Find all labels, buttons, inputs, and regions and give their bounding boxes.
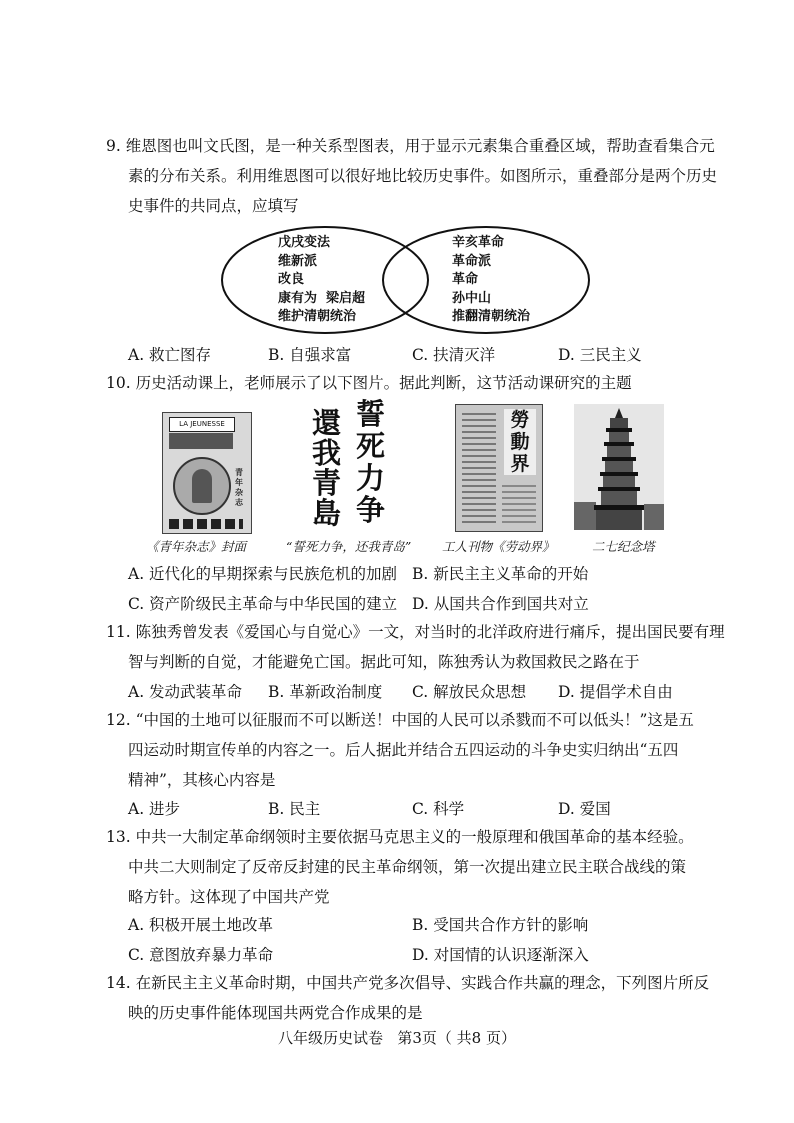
option-c[interactable]: C. 资产阶级民主革命与中华民国的建立 (128, 595, 398, 613)
option-a[interactable]: A. 进步 (128, 800, 181, 818)
question-text-line: 10. 历史活动课上，老师展示了以下图片。据此判断，这节活动课研究的主题 (106, 374, 632, 392)
question-text-line: 9. 维恩图也叫文氏图，是一种关系型图表，用于显示元素集合重叠区域，帮助查看集合元 (106, 137, 715, 155)
venn-diagram (220, 224, 590, 336)
option-a[interactable]: A. 发动武装革命 (128, 683, 243, 701)
question-13-stem (106, 822, 696, 912)
question-13-options-row2 (128, 940, 688, 970)
image-caption: 工人刊物《劳动界》 (442, 539, 555, 554)
cover-title-banner: LA JEUNESSE (169, 417, 235, 432)
option-b[interactable]: B. 受国共合作方针的影响 (412, 916, 589, 934)
venn-left-list (278, 234, 365, 327)
question-text-line: 12. “中国的土地可以征服而不可以断送！中国的人民可以杀戮而不可以低头！”这是五 (106, 711, 694, 729)
question-text-line: 14. 在新民主主义革命时期，中国共产党多次倡导、实践合作共赢的理念，下列图片所反 (106, 974, 710, 992)
labor-world-magazine-image (455, 404, 543, 532)
venn-left-item: 戊戌变法 (278, 235, 331, 250)
option-c[interactable]: C. 解放民众思想 (412, 683, 527, 701)
question-12-stem (106, 705, 696, 795)
option-d[interactable]: D. 对国情的认识逐渐深入 (412, 946, 589, 964)
option-c[interactable]: C. 扶清灭洋 (412, 346, 496, 364)
cover-photo-strip (169, 433, 233, 449)
option-b[interactable]: B. 革新政治制度 (268, 683, 383, 701)
question-10-stem (106, 368, 696, 398)
question-12-options (128, 794, 688, 824)
venn-circles-icon (220, 224, 590, 336)
magazine-text-columns-icon (462, 411, 496, 523)
venn-left-item: 维新派 (278, 253, 318, 269)
image-caption: 二七纪念塔 (592, 539, 655, 554)
cover-bottom-pattern-icon (169, 519, 243, 529)
venn-right-list (452, 234, 530, 327)
option-b[interactable]: B. 民主 (268, 800, 321, 818)
venn-right-item: 革命派 (452, 253, 492, 269)
question-text-line: 素的分布关系。利用维恩图可以很好地比较历史事件。如图所示，重叠部分是两个历史 (128, 167, 718, 185)
question-11-stem (106, 617, 725, 677)
question-text-line: 史事件的共同点，应填写 (128, 197, 299, 215)
option-b[interactable]: B. 新民主主义革命的开始 (412, 565, 589, 583)
question-text-line: 13. 中共一大制定革命纲领时主要依据马克思主义的一般原理和俄国革命的基本经验。 (106, 828, 694, 846)
cover-side-title: 青年杂志 (235, 467, 243, 507)
slogan-calligraphy-image (308, 398, 400, 532)
question-text-line: 映的历史事件能体现国共两党合作成果的是 (128, 1004, 423, 1022)
option-d[interactable]: D. 爱国 (558, 800, 611, 818)
magazine-lower-text-icon (502, 483, 536, 523)
erqi-memorial-tower-image (574, 404, 664, 530)
question-text-line: 略方针。这体现了中国共产党 (128, 888, 330, 906)
option-c[interactable]: C. 意图放弃暴力革命 (128, 946, 274, 964)
question-10-options-row2 (128, 589, 688, 619)
venn-right-item: 孙中山 (452, 290, 492, 306)
question-text-line: 四运动时期宣传单的内容之一。后人据此并结合五四运动的斗争史实归纳出“五四 (128, 741, 679, 759)
option-a[interactable]: A. 近代化的早期探索与民族危机的加剧 (128, 565, 398, 583)
magazine-title: 勞動界 (504, 409, 536, 475)
question-text-line: 中共二大则制定了反帝反封建的民主革命纲领，第一次提出建立民主联合战线的策 (128, 858, 687, 876)
question-text-line: 11. 陈独秀曾发表《爱国心与自觉心》一文，对当时的北洋政府进行痛斥，提出国民要有理 (106, 623, 725, 641)
venn-right-item: 革命 (452, 272, 479, 287)
question-text-line: 智与判断的自觉，才能避免亡国。据此可知，陈独秀认为救国救民之路在于 (128, 653, 640, 671)
portrait-figure-icon (192, 469, 212, 503)
image-caption: 《青年杂志》封面 (146, 539, 247, 554)
venn-left-item: 康有为 梁启超 (278, 290, 366, 306)
question-9-options (128, 340, 688, 370)
option-d[interactable]: D. 提倡学术自由 (558, 683, 673, 701)
option-c[interactable]: C. 科学 (412, 800, 465, 818)
question-13-options-row1 (128, 910, 688, 940)
option-b[interactable]: B. 自强求富 (268, 346, 352, 364)
slogan-right-column: 誓死力争 (356, 397, 386, 527)
option-d[interactable]: D. 三民主义 (558, 346, 642, 364)
tower-icon (574, 404, 664, 530)
option-a[interactable]: A. 积极开展土地改革 (128, 916, 274, 934)
venn-left-item: 改良 (278, 272, 305, 287)
la-jeunesse-cover-image (162, 412, 252, 534)
question-9-stem (106, 131, 718, 221)
slogan-left-column: 還我青島 (312, 406, 342, 530)
option-d[interactable]: D. 从国共合作到国共对立 (412, 595, 589, 613)
question-10-options-row1 (128, 559, 688, 589)
option-a[interactable]: A. 救亡图存 (128, 346, 212, 364)
question-14-stem (106, 968, 710, 1028)
image-caption: “誓死力争，还我青岛” (286, 539, 412, 554)
question-11-options (128, 677, 688, 707)
question-text-line: 精神”，其核心内容是 (128, 771, 276, 789)
venn-right-item: 辛亥革命 (452, 235, 505, 250)
venn-right-item: 推翻清朝统治 (452, 309, 531, 324)
cover-portrait-circle (173, 457, 231, 515)
venn-left-item: 维护清朝统治 (278, 309, 357, 324)
page-footer: 八年级历史试卷 第3页（ 共8 页） (278, 1029, 516, 1047)
